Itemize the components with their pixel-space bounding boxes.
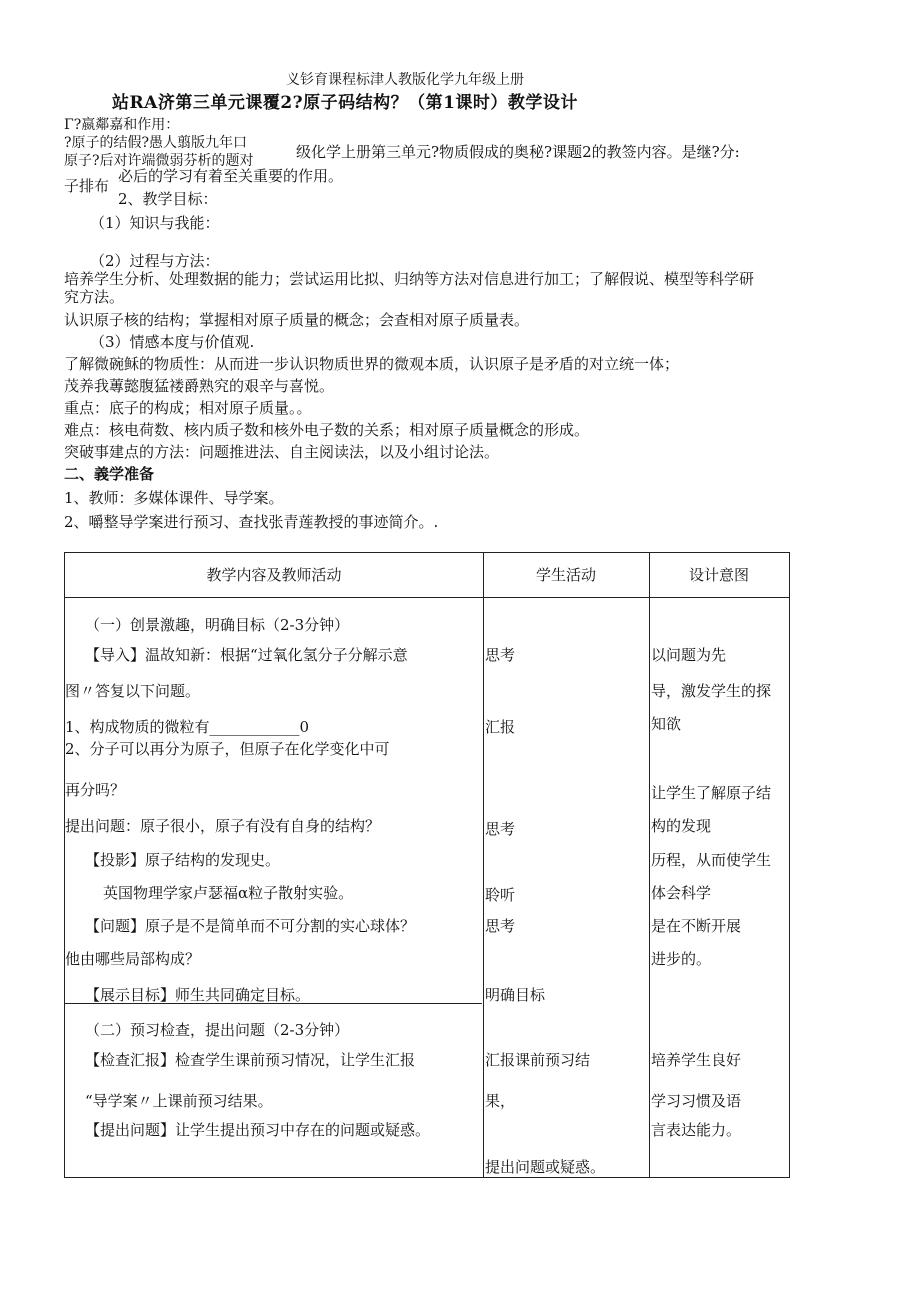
section-heading: Γ?嬴鄰嘉和作用： xyxy=(64,117,180,133)
body-text: 了解微碗稣的物质性：从而进一步认识物质世界的微观本质，认识原子是矛盾的对立统一体； xyxy=(64,355,680,373)
design-intent: 学习习惯及语 xyxy=(651,1092,742,1110)
teacher-activity: 英国物理学家卢瑟福α粒子散射实验。 xyxy=(103,884,354,902)
teacher-activity: 【问题】原子是不是简单而不可分割的实心球体？ xyxy=(85,917,416,935)
body-text: 1、教师：多媒体课件、导学案。 xyxy=(64,489,284,507)
student-activity: 聆听 xyxy=(485,886,516,904)
table-header-intent: 设计意图 xyxy=(688,566,749,584)
student-activity: 果， xyxy=(485,1092,516,1110)
teacher-activity: 图〃答复以下问题。 xyxy=(65,682,201,700)
subsection-heading: （2）过程与方法： xyxy=(90,252,220,270)
body-text: 认识原子核的结构；掌握相对原子质量的概念；会查相对原子质量表。 xyxy=(64,311,530,329)
body-text: ?原子的结假?愚人翦版九年口 xyxy=(64,135,248,151)
body-text: 2、嚼整导学案进行预习、查找张青莲教授的事迹简介。. xyxy=(64,513,439,531)
key-point: 重点：底子的构成；相对原子质量。。 xyxy=(64,399,312,417)
student-activity: 思考 xyxy=(485,917,516,935)
teacher-activity: “导学案〃上课前预习结果。 xyxy=(85,1092,273,1110)
body-text: 原子?后对许端微弱芬析的题对 xyxy=(64,153,254,169)
student-activity: 思考 xyxy=(485,820,516,838)
design-intent: 历程，从而使学生 xyxy=(651,851,772,869)
body-text: 子排布 xyxy=(64,177,110,195)
body-text: 培养学生分析、处理数据的能力；尝试运用比拟、归纳等方法对信息进行加工；了解假说、模型等科学研 xyxy=(64,270,755,288)
subsection-heading: （1）知识与我能： xyxy=(90,214,220,232)
body-text: 必后的学习有着至关重要的作用。 xyxy=(118,167,344,185)
table-header-teacher: 教学内容及教师活动 xyxy=(206,566,342,584)
design-intent: 是在不断开展 xyxy=(651,917,742,935)
teacher-activity: 【展示目标】师生共同确定目标。 xyxy=(85,986,311,1004)
column-divider xyxy=(649,553,650,1177)
design-intent: 培养学生良好 xyxy=(651,1051,742,1069)
teacher-activity: 【提出问题】让学生提出预习中存在的问题或疑惑。 xyxy=(85,1121,431,1139)
design-intent: 体会科学 xyxy=(651,884,712,902)
student-activity: 思考 xyxy=(485,646,516,664)
difficult-point: 难点：核电荷数、核内质子数和核外电子数的关系；相对原子质量概念的形成。 xyxy=(64,421,590,439)
design-intent: 让学生了解原子结 xyxy=(651,784,772,802)
student-activity: 明确目标 xyxy=(485,986,546,1004)
teacher-activity: 提出问题：原子很小，原子有没有自身的结构？ xyxy=(65,817,381,835)
stage-title: （一）创景激趣，明确目标（2-3分钟） xyxy=(85,616,350,634)
teacher-activity: 【导入】温故知新：根据“过氧化氢分子分解示意 xyxy=(85,646,408,664)
lesson-table xyxy=(64,552,790,1178)
series-title: 义钐育课程标津人教版化学九年级上册 xyxy=(286,72,524,88)
section-heading: 2、教学目标： xyxy=(118,190,218,208)
body-text: 级化学上册第三单元?物质假成的奥秘?课题2的教签内容。是继?分: xyxy=(296,143,740,161)
column-divider xyxy=(483,553,484,1177)
teacher-activity: 再分吗？ xyxy=(65,781,126,799)
student-activity: 汇报课前预习结 xyxy=(485,1051,591,1069)
design-intent: 进步的。 xyxy=(651,950,712,968)
design-intent: 构的发现 xyxy=(651,817,712,835)
teacher-activity: 【投影】原子结构的发现史。 xyxy=(85,851,281,869)
stage-title: （二）预习检查，提出问题（2-3分钟） xyxy=(85,1021,350,1039)
body-text: 茂养我蓴懿腹猛褛爵熟究的艰辛与喜悦。 xyxy=(64,377,335,395)
teacher-activity: 2、分子可以再分为原子，但原子在化学变化中可 xyxy=(65,740,390,758)
body-text: 究方法。 xyxy=(64,288,125,306)
section-heading: 二、義学准备 xyxy=(64,465,155,483)
page-title: 站RA济第三单元课覆2?原子码结构？（第1课时）教学设计 xyxy=(112,93,578,113)
teacher-activity: 【检查汇报】检查学生课前预习情况，让学生汇报 xyxy=(85,1051,416,1069)
design-intent: 言表达能力。 xyxy=(651,1121,742,1139)
design-intent: 导，激发学生的探 xyxy=(651,682,772,700)
design-intent: 以问题为先 xyxy=(651,646,727,664)
teacher-activity: 他由哪些局部构成？ xyxy=(65,950,201,968)
body-text: 突破事建点的方法：问题推进法、自主阅读法，以及小组讨论法。 xyxy=(64,443,500,461)
teacher-activity: 1、构成物质的微粒有____________0 xyxy=(65,718,310,736)
header-divider xyxy=(65,597,789,598)
student-activity: 提出问题或疑惑。 xyxy=(485,1158,606,1176)
table-header-student: 学生活动 xyxy=(535,566,596,584)
student-activity: 汇报 xyxy=(485,718,516,736)
design-intent: 知欲 xyxy=(651,715,682,733)
subsection-heading: （3）情感本度与价值观. xyxy=(90,333,255,351)
